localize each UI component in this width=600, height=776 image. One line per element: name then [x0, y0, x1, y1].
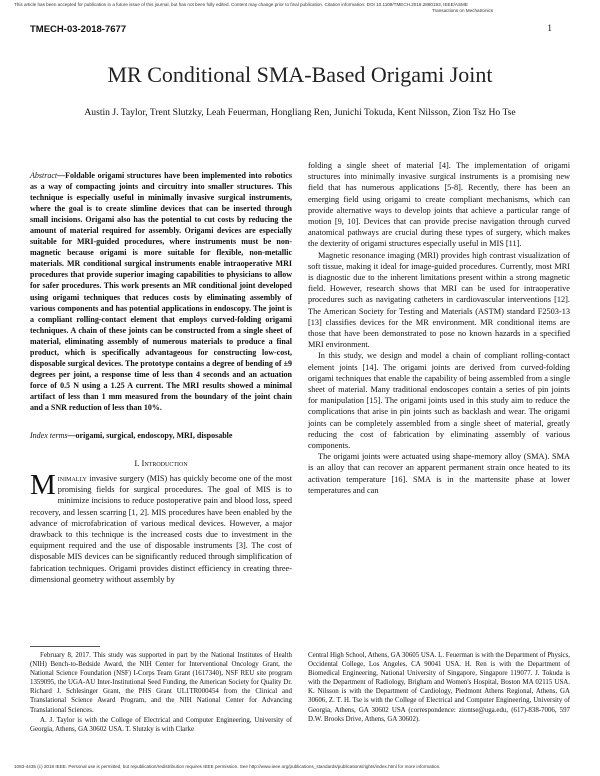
author-list: Austin J. Taylor, Trent Slutzky, Leah Feuerman, Hongliang Ren, Junichi Tokuda, Kent Nilsson, Zion Tsz Ho Tse — [84, 107, 516, 118]
footnote-left — [30, 651, 292, 735]
body-paragraph-3: In this study, we design and model a chain of compliant rolling-contact element joints [14]. The origami joints are derived from curved-folding origami techniques that enable the capability of being assembled from a single sheet of material. Many traditional endoscopes contain a series of pin joints for manipulation [15]. The origami joints used in this study aim to reduce the complications that arise in pin joints such as backlash and wear. The origami joints can be completely assembled from a single sheet of material, greatly reducing the cost of fabrication by eliminating assembly of various components. — [308, 351, 570, 451]
body-paragraph-4: The origami joints were actuated using shape-memory alloy (SMA). SMA is an alloy that can recover an apparent permanent strain once heated to its activation temperature [16]. SMA is in the martensite phase at lower temperatures and can — [308, 452, 570, 495]
abstract-label: Abstract — [30, 171, 58, 180]
footnote-right — [308, 651, 570, 725]
index-terms-label: Index terms — [30, 431, 68, 440]
body-paragraph-2: Magnetic resonance imaging (MRI) provides high contrast visualization of soft tissue, making it ideal for image-guided procedures. Currently, most MRI is diagnostic due to the inherent limitations present within a strong magnetic field. However, research shows that MRI can be used for intraoperative procedures such as navigating catheters in cardiovascular interventions [12]. The American Society for Testing and Materials (ASTM) standard F2503-13 [13] classifies devices for the MR environment. MR conditional items are those that have been demonstrated to pose no known hazards in a specified MRI environment. — [308, 250, 570, 350]
journal-name: Transactions on Mechatronics — [432, 8, 494, 13]
affiliation-footnote-right: Central High School, Athens, GA 30605 USA. L. Feuerman is with the Department of Physics, Occidental College, Los Angeles, CA 90041 USA. H. Ren is with the Department of Biomedical Engineering, National University of Singapore, Singapore 119077. J. Tokuda is with the Department of Radiology, Brigham and Women's Hospital, Boston MA 02115 USA. K. Nilsson is with the Department of Cardiology, Piedmont Athens Regional, Athens, GA 30606, Z. T. H. Tse is with the College of Electrical and Computer Engineering, University of Georgia, Athens, GA 30602 USA (correspondence: ziontse@uga.edu, (617)-838-7006, 597 D.W. Brooks Drive, Athens, GA 30602). — [308, 652, 571, 723]
page-number: 1 — [547, 24, 552, 34]
copyright-notice: 1083-4435 (c) 2018 IEEE. Personal use is permitted, but republication/redistribution requires IEEE permission. See http://www.ieee.org/publications_standards/publications/rights/index.html for more information. — [14, 764, 441, 769]
intro-first-word: inimally — [57, 474, 87, 483]
paper-title: MR Conditional SMA-Based Origami Joint — [107, 62, 493, 87]
right-column-body — [308, 160, 570, 496]
body-paragraph-1: folding a single sheet of material [4]. The implementation of origami structures into minimally invasive surgical instruments is a promising new field that has numerous applications [5-8]. Recently, there has been an emerging field using origami to create compliant mechanisms, which can provide alternative ways to develop joints that achieve a particular range of motion [9, 10]. Devices that can provide precise navigation through curved anatomical pathways are crucial during these types of surgery, which makes the dexterity of origami structures especially useful in MIS [11]. — [308, 161, 570, 249]
index-terms-text: —origami, surgical, endoscopy, MRI, disposable — [67, 431, 233, 440]
section-heading-introduction: I. Introduction — [134, 458, 188, 468]
funding-footnote: February 8, 2017. This study was supported in part by the National Institutes of Health (NIH) Bench-to-Bedside Award, the NIH Center for Interventional Oncology Grant, the National Science Foundation (NSF) I-Corps Team Grant (1617340), NSF REU site program 1359095, the UGA-AU Inter-Institutional Seed Funding, the American Society for Quality Dr. Richard J. Schlesinger Grant, the PHS Grant UL1TR000454 from the Clinical and Translational Science Award Program, and the NIH National Center for Advancing Translational Sciences. — [30, 652, 292, 714]
intro-text: invasive surgery (MIS) has quickly become one of the most promising fields for surgical procedures. The goal of MIS is to minimize incisions to reduce postoperative pain and blood loss, speed recovery, and lessen scarring [1, 2]. MIS procedures have been enabled by the advance of microfabrication of various medical devices. However, a major drawback to this technique is the increased costs due to investment in the equipment required and the use of disposable instruments [3]. The cost of disposable MIS devices can be significantly reduced through simplification of fabrication techniques. Origami provides distinct efficiency in creating three-dimensional geometry without assembly by — [30, 474, 292, 584]
affiliation-footnote-left: A. J. Taylor is with the College of Electrical and Computer Engineering, University of Georgia, Athens, GA 30602 USA. T. Slutzky is with Clarke — [30, 716, 292, 733]
footnote-divider — [30, 646, 100, 647]
abstract — [30, 170, 292, 413]
introduction-paragraph — [30, 469, 292, 585]
journal-notice: This article has been accepted for publication in a future issue of this journal, but has not been fully edited. Content may change prior to final publication. Citation information: DOI 10.1109/TMECH.2018.2880193, IEEE/ASME — [14, 2, 468, 7]
running-head: TMECH-03-2018-7677 — [30, 24, 127, 35]
drop-cap: M — [30, 469, 56, 501]
index-terms — [30, 430, 292, 441]
abstract-text: —Foldable origami structures have been implemented into robotics as a way of compacting joints and circuitry into smaller structures. This technique is especially useful in minimally invasive surgical instruments, where the goal is to create slimline devices that can be inserted through small incisions. Origami also has the potential to cut costs by reducing the amount of material required for assembly. Origami devices are especially suitable for MRI-guided procedures, where instruments must be non-magnetic because origami is more suitable for flexible, non-metallic materials. MR conditional surgical instruments enable intraoperative MRI procedures that provide superior imaging capabilities to physicians to allow for safer procedures. This work presents an MR conditional joint developed using origami techniques that reduces costs by eliminating assembly of various components and has potential applications in endoscopy. The joint is a compliant rolling-contact element that employs curved-folding origami techniques. A chain of these joints can be constructed from a single sheet of material, eliminating assembly of numerous materials to produce a final product, which is specifically advantageous for constructing low-cost, disposable surgical devices. The prototype contains a degree of bending of ±9 degrees per joint, a response time of less than 4 seconds and an actuation force of 0.5 N using a 1.25 A current. The MRI results showed a minimal artifact of less than 1 mm measured from the boundary of the joint chain and a SNR reduction of less than 10%. — [30, 171, 292, 412]
